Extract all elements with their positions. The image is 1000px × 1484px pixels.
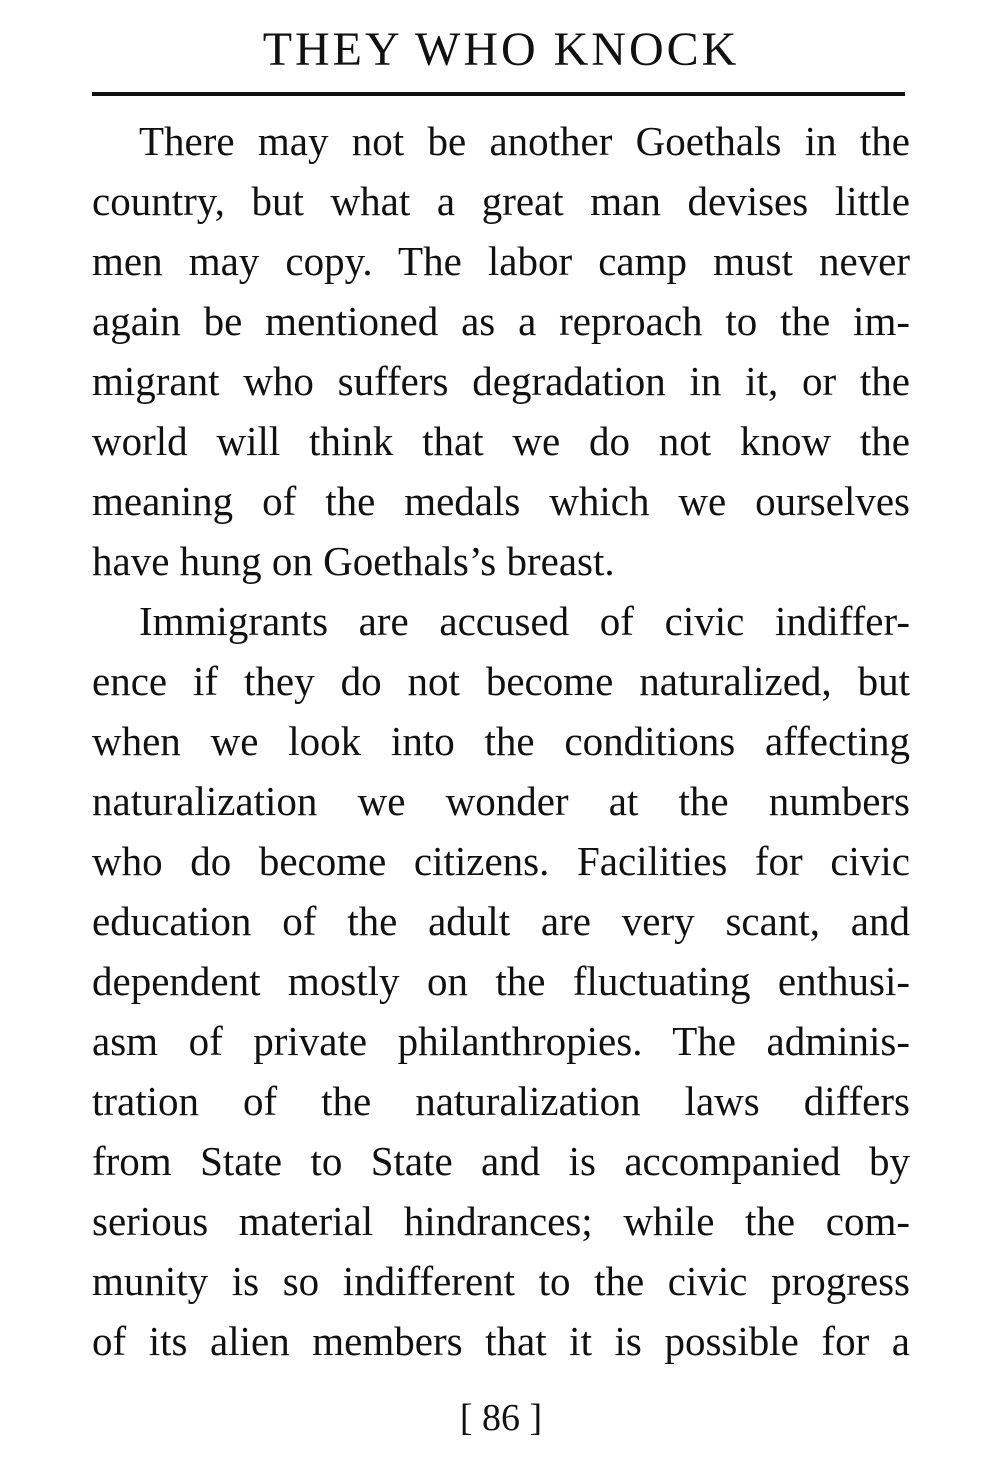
text-line: again be mentioned as a reproach to the im-	[92, 298, 910, 344]
text-line: migrant who suffers degradation in it, or the	[92, 358, 910, 404]
text-line: from State to State and is accompanied by	[92, 1138, 910, 1184]
text-line: who do become citizens. Facilities for civic	[92, 838, 910, 884]
text-line: country, but what a great man devises little	[92, 178, 910, 224]
text-line: have hung on Goethals’s breast.	[92, 538, 615, 584]
text-line: There may not be another Goethals in the	[139, 118, 910, 164]
body-text	[92, 111, 910, 1371]
text-line: ence if they do not become naturalized, but	[92, 658, 910, 704]
text-line: meaning of the medals which we ourselves	[92, 478, 910, 524]
text-line: dependent mostly on the fluctuating enthusi-	[92, 958, 910, 1004]
text-line: when we look into the conditions affecting	[92, 718, 910, 764]
text-line: naturalization we wonder at the numbers	[92, 778, 910, 824]
header-rule	[92, 92, 905, 96]
text-line: asm of private philanthropies. The adminis-	[92, 1018, 910, 1064]
running-head: THEY WHO KNOCK	[262, 23, 740, 76]
text-line: serious material hindrances; while the com-	[92, 1198, 910, 1244]
text-line: munity is so indifferent to the civic progress	[92, 1258, 910, 1304]
text-line: education of the adult are very scant, and	[92, 898, 910, 944]
text-line: Immigrants are accused of civic indiffer-	[139, 598, 910, 644]
text-line: men may copy. The labor camp must never	[92, 238, 910, 284]
text-line: tration of the naturalization laws differs	[92, 1078, 910, 1124]
text-line: world will think that we do not know the	[92, 418, 910, 464]
text-line: of its alien members that it is possible for a	[92, 1318, 910, 1364]
page-number: [ 86 ]	[459, 1397, 543, 1439]
